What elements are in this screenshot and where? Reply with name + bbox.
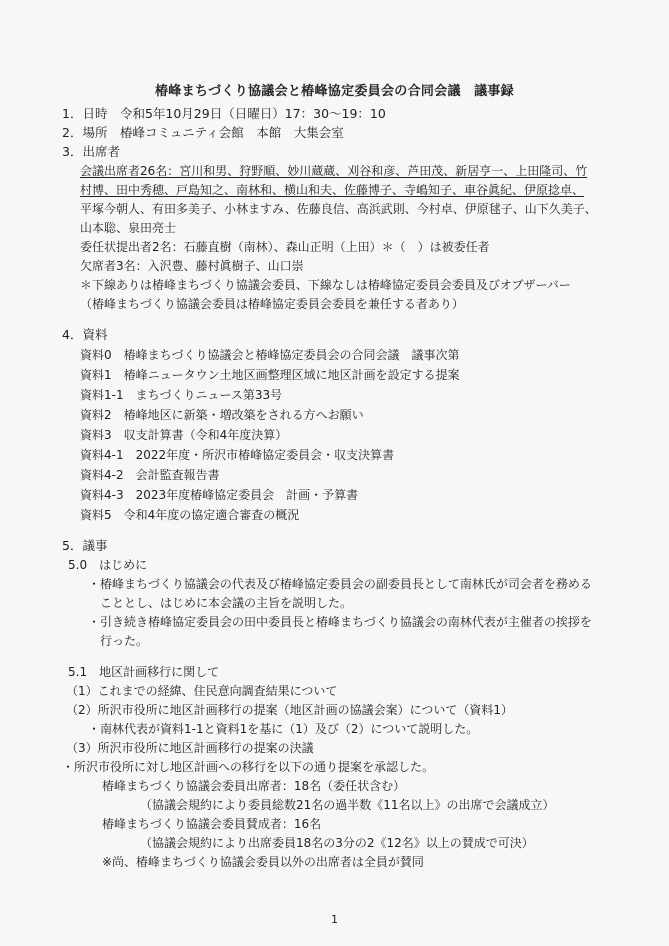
intro-bullet-1b: こととし、はじめに本会議の主旨を説明した。 [88, 596, 353, 610]
proxy-line: 委任状提出者2名：石藤直樹（南林）、森山正明（上田）＊（ ）は被委任者 [80, 240, 490, 254]
section-place: 2．場所 椿峰コミュニティ会館 本館 大集会室 [62, 125, 344, 140]
section-proceedings: 5．議事 [62, 538, 108, 553]
others-note: ※尚、椿峰まちづくり協議会委員以外の出席者は全員が賛同 [102, 855, 424, 869]
item-2: （2）所沢市役所に地区計画移行の提案（地区計画の協議会案）について（資料1） [66, 703, 514, 717]
material-0: 資料0 椿峰まちづくり協議会と椿峰協定委員会の合同会議 議事次第 [80, 348, 460, 362]
item-2-bullet: ・南林代表が資料1-1と資料1を基に（1）及び（2）について説明した。 [88, 722, 479, 736]
attendees-line-1: 会議出席者26名：宮川和男、狩野順、妙川蔵蔵、刈谷和彦、芦田茂、新居亨一、上田隆司、竹 [80, 164, 588, 178]
material-3: 資料3 収支計算書（令和4年度決算） [80, 428, 288, 442]
material-5: 資料5 令和4年度の協定適合審査の概況 [80, 508, 300, 522]
approval-note: （協議会規約により出席委員18名の3分の2《12名》以上の賛成で可決） [140, 836, 534, 850]
quorum-note: （協議会規約により委員総数21名の過半数《11名以上》の出席で会議成立） [140, 798, 555, 812]
page-number: 1 [331, 913, 338, 926]
item-1: （1）これまでの経緯、住民意向調査結果について [66, 684, 338, 698]
note-line-2: （椿峰まちづくり協議会委員は椿峰協定委員会委員を兼任する者あり） [80, 297, 464, 311]
attendees-line-3: 平塚今朝人、有田多美子、小林ますみ、佐藤良信、高浜武則、今村卓、伊原毬子、山下久美子、 [80, 202, 597, 216]
approval-count: 椿峰まちづくり協議会委員賛成者：16名 [102, 817, 322, 831]
attendees-line-2: 村博、田中秀穂、戸島知之、南林和、横山和夫、佐藤博子、寺嶋知子、車谷眞紀、伊原捻卓、 [80, 183, 585, 197]
subsection-district-plan: 5.1 地区計画移行に関して [68, 665, 220, 679]
material-4-3: 資料4-3 2023年度椿峰協定委員会 計画・予算書 [80, 488, 359, 502]
intro-bullet-2a: ・引き続き椿峰協定委員会の田中委員長と椿峰まちづくり協議会の南林代表が主催者の挨拶を [88, 615, 592, 629]
intro-bullet-1a: ・椿峰まちづくり協議会の代表及び椿峰協定委員会の副委員長として南林氏が司会者を務める [88, 577, 592, 591]
material-1: 資料1 椿峰ニュータウン土地区画整理区域に地区計画を設定する提案 [80, 368, 460, 382]
item-3: （3）所沢市役所に地区計画移行の提案の決議 [66, 741, 314, 755]
section-materials: 4．資料 [62, 327, 108, 342]
note-line-1: ＊下線ありは椿峰まちづくり協議会委員、下線なしは椿峰協定委員会委員及びオブザーバー [80, 278, 571, 292]
material-1-1: 資料1-1 まちづくりニュース第33号 [80, 388, 283, 402]
section-datetime: 1．日時 令和5年10月29日（日曜日）17：30～19：10 [62, 106, 386, 121]
subsection-intro: 5.0 はじめに [68, 558, 148, 572]
document-title: 椿峰まちづくり協議会と椿峰協定委員会の合同会議 議事録 [155, 84, 514, 99]
section-attendees: 3．出席者 [62, 144, 120, 159]
intro-bullet-2b: 行った。 [88, 634, 149, 648]
material-4-1: 資料4-1 2022年度・所沢市椿峰協定委員会・収支決算書 [80, 448, 395, 462]
resolution-line: ・所沢市役所に対し地区計画への移行を以下の通り提案を承認した。 [62, 760, 435, 774]
material-2: 資料2 椿峰地区に新築・増改築をされる方へお願い [80, 408, 364, 422]
attendees-line-4: 山本聡、泉田亮士 [80, 221, 177, 235]
material-4-2: 資料4-2 会計監査報告書 [80, 468, 220, 482]
absent-line: 欠席者3名：入沢豊、藤村眞樹子、山口崇 [80, 259, 304, 273]
attendance-count: 椿峰まちづくり協議会委員出席者：18名（委任状含む） [102, 779, 406, 793]
